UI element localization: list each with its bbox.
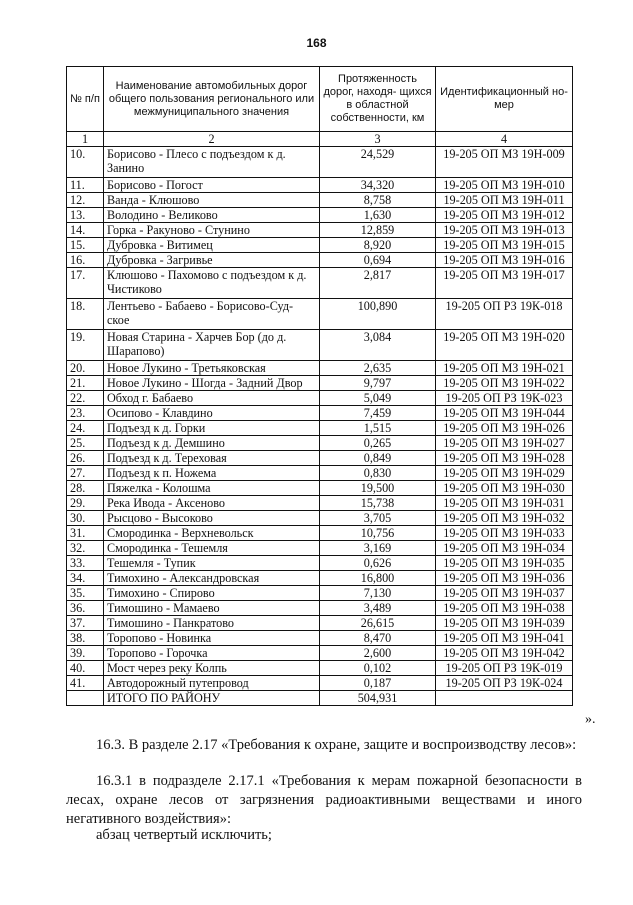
road-length: 0,830	[320, 466, 436, 481]
table-row	[67, 586, 573, 601]
road-name: Новое Лукино - Шогда - Задний Двор	[104, 376, 320, 391]
road-id-code: 19-205 ОП РЗ 19К-024	[436, 676, 573, 691]
road-length: 7,459	[320, 406, 436, 421]
road-name: Тешемля - Тупик	[104, 556, 320, 571]
row-number: 26.	[67, 451, 104, 466]
row-number: 21.	[67, 376, 104, 391]
table-row	[67, 147, 573, 178]
row-number: 22.	[67, 391, 104, 406]
table-row	[67, 208, 573, 223]
road-length: 0,187	[320, 676, 436, 691]
road-id-code: 19-205 ОП МЗ 19Н-041	[436, 631, 573, 646]
road-length: 2,600	[320, 646, 436, 661]
row-number: 33.	[67, 556, 104, 571]
road-name: Володино - Великово	[104, 208, 320, 223]
paragraph-section-16-3-1: 16.3.1 в подразделе 2.17.1 «Требования к мерам пожарной безопасности в лесах, охране лесов от загрязнения радиоактивными веществами и иного негативного воздействия»:	[66, 773, 582, 827]
road-id-code: 19-205 ОП МЗ 19Н-035	[436, 556, 573, 571]
road-name: Тимошино - Мамаево	[104, 601, 320, 616]
road-name: Подъезд к д. Тереховая	[104, 451, 320, 466]
road-id-code: 19-205 ОП МЗ 19Н-016	[436, 253, 573, 268]
road-name: Подъезд к д. Демшино	[104, 436, 320, 451]
road-length: 2,635	[320, 361, 436, 376]
row-number: 36.	[67, 601, 104, 616]
header-name: Наименование автомобильных дорог общего пользования регионального или межмуниципального значения	[104, 67, 320, 132]
road-length: 12,859	[320, 223, 436, 238]
road-id-code: 19-205 ОП МЗ 19Н-021	[436, 361, 573, 376]
row-number: 14.	[67, 223, 104, 238]
road-id-code: 19-205 ОП МЗ 19Н-032	[436, 511, 573, 526]
header-num: № п/п	[67, 67, 104, 132]
row-number: 16.	[67, 253, 104, 268]
table-row	[67, 238, 573, 253]
row-number: 34.	[67, 571, 104, 586]
table-row	[67, 299, 573, 330]
road-id-code: 19-205 ОП МЗ 19Н-028	[436, 451, 573, 466]
row-number: 39.	[67, 646, 104, 661]
row-number: 28.	[67, 481, 104, 496]
table-row	[67, 193, 573, 208]
table-row	[67, 223, 573, 238]
header-length: Протяженность дорог, находя- щихся в областной собственности, км	[320, 67, 436, 132]
row-number: 13.	[67, 208, 104, 223]
total-num	[67, 691, 104, 706]
road-name: Горка - Ракуново - Стунино	[104, 223, 320, 238]
table-row	[67, 421, 573, 436]
table-row	[67, 541, 573, 556]
row-number: 17.	[67, 268, 104, 299]
road-name: Тимошино - Панкратово	[104, 616, 320, 631]
road-id-code: 19-205 ОП МЗ 19Н-033	[436, 526, 573, 541]
table-row	[67, 376, 573, 391]
road-name: Рысцово - Высоково	[104, 511, 320, 526]
table-row	[67, 496, 573, 511]
table-row	[67, 661, 573, 676]
road-length: 16,800	[320, 571, 436, 586]
road-length: 15,738	[320, 496, 436, 511]
road-id-code: 19-205 ОП МЗ 19Н-037	[436, 586, 573, 601]
road-length: 2,817	[320, 268, 436, 299]
road-name: Новое Лукино - Третьяковская	[104, 361, 320, 376]
total-code	[436, 691, 573, 706]
row-number: 24.	[67, 421, 104, 436]
table-row	[67, 253, 573, 268]
table-row	[67, 511, 573, 526]
road-name: Борисово - Погост	[104, 178, 320, 193]
total-length: 504,931	[320, 691, 436, 706]
row-number: 31.	[67, 526, 104, 541]
table-row	[67, 601, 573, 616]
road-name: Подъезд к д. Горки	[104, 421, 320, 436]
road-id-code: 19-205 ОП МЗ 19Н-036	[436, 571, 573, 586]
road-length: 7,130	[320, 586, 436, 601]
road-id-code: 19-205 ОП РЗ 19К-019	[436, 661, 573, 676]
road-length: 0,694	[320, 253, 436, 268]
total-row	[67, 691, 573, 706]
road-length: 0,626	[320, 556, 436, 571]
road-name: Подъезд к п. Ножема	[104, 466, 320, 481]
table-row	[67, 556, 573, 571]
road-name: Новая Старина - Харчев Бор (до д. Шарапово)	[104, 330, 320, 361]
road-length: 8,758	[320, 193, 436, 208]
table-row	[67, 526, 573, 541]
paragraph-section-16-3: 16.3. В разделе 2.17 «Требования к охране, защите и воспроизводству лесов»:	[96, 737, 577, 753]
row-number: 25.	[67, 436, 104, 451]
column-number: 4	[436, 132, 573, 147]
row-number: 41.	[67, 676, 104, 691]
closing-quote: ».	[585, 712, 596, 727]
road-id-code: 19-205 ОП МЗ 19Н-029	[436, 466, 573, 481]
road-length: 0,849	[320, 451, 436, 466]
road-name: Торопово - Новинка	[104, 631, 320, 646]
table-row	[67, 361, 573, 376]
road-name: Автодорожный путепровод	[104, 676, 320, 691]
road-id-code: 19-205 ОП МЗ 19Н-042	[436, 646, 573, 661]
road-name: Река Ивода - Аксеново	[104, 496, 320, 511]
row-number: 30.	[67, 511, 104, 526]
road-id-code: 19-205 ОП МЗ 19Н-022	[436, 376, 573, 391]
road-name: Пяжелка - Колошма	[104, 481, 320, 496]
table-row	[67, 436, 573, 451]
road-name: Смородинка - Верхневольск	[104, 526, 320, 541]
road-name: Борисово - Плесо с подъездом к д. Занино	[104, 147, 320, 178]
table-row	[67, 676, 573, 691]
road-id-code: 19-205 ОП МЗ 19Н-013	[436, 223, 573, 238]
road-length: 100,890	[320, 299, 436, 330]
row-number: 18.	[67, 299, 104, 330]
row-number: 15.	[67, 238, 104, 253]
road-length: 1,630	[320, 208, 436, 223]
road-length: 34,320	[320, 178, 436, 193]
road-length: 5,049	[320, 391, 436, 406]
road-id-code: 19-205 ОП МЗ 19Н-011	[436, 193, 573, 208]
row-number: 11.	[67, 178, 104, 193]
road-id-code: 19-205 ОП МЗ 19Н-012	[436, 208, 573, 223]
table-row	[67, 391, 573, 406]
row-number: 10.	[67, 147, 104, 178]
road-id-code: 19-205 ОП МЗ 19Н-039	[436, 616, 573, 631]
row-number: 37.	[67, 616, 104, 631]
road-id-code: 19-205 ОП РЗ 19К-023	[436, 391, 573, 406]
road-name: Ванда - Клюшово	[104, 193, 320, 208]
road-length: 24,529	[320, 147, 436, 178]
roads-table	[66, 66, 573, 706]
row-number: 19.	[67, 330, 104, 361]
road-id-code: 19-205 ОП МЗ 19Н-031	[436, 496, 573, 511]
road-id-code: 19-205 ОП МЗ 19Н-038	[436, 601, 573, 616]
road-name: Дубровка - Загривье	[104, 253, 320, 268]
road-id-code: 19-205 ОП МЗ 19Н-030	[436, 481, 573, 496]
road-name: Смородинка - Тешемля	[104, 541, 320, 556]
road-length: 10,756	[320, 526, 436, 541]
road-length: 9,797	[320, 376, 436, 391]
page-number: 168	[306, 36, 327, 50]
road-id-code: 19-205 ОП МЗ 19Н-026	[436, 421, 573, 436]
road-length: 3,489	[320, 601, 436, 616]
road-length: 3,705	[320, 511, 436, 526]
road-length: 8,920	[320, 238, 436, 253]
row-number: 32.	[67, 541, 104, 556]
row-number: 35.	[67, 586, 104, 601]
road-id-code: 19-205 ОП РЗ 19К-018	[436, 299, 573, 330]
road-id-code: 19-205 ОП МЗ 19Н-044	[436, 406, 573, 421]
road-name: Торопово - Горочка	[104, 646, 320, 661]
table-row	[67, 451, 573, 466]
road-length: 1,515	[320, 421, 436, 436]
road-name: Осипово - Клавдино	[104, 406, 320, 421]
road-id-code: 19-205 ОП МЗ 19Н-010	[436, 178, 573, 193]
road-name: Дубровка - Витимец	[104, 238, 320, 253]
road-length: 19,500	[320, 481, 436, 496]
table-row	[67, 466, 573, 481]
road-name: Тимохино - Спирово	[104, 586, 320, 601]
road-name: Тимохино - Александровская	[104, 571, 320, 586]
row-number: 27.	[67, 466, 104, 481]
road-id-code: 19-205 ОП МЗ 19Н-027	[436, 436, 573, 451]
table-row	[67, 646, 573, 661]
row-number: 29.	[67, 496, 104, 511]
table-row	[67, 616, 573, 631]
road-id-code: 19-205 ОП МЗ 19Н-017	[436, 268, 573, 299]
road-id-code: 19-205 ОП МЗ 19Н-034	[436, 541, 573, 556]
total-label: ИТОГО ПО РАЙОНУ	[104, 691, 320, 706]
road-name: Мост через реку Колпь	[104, 661, 320, 676]
road-id-code: 19-205 ОП МЗ 19Н-015	[436, 238, 573, 253]
row-number: 12.	[67, 193, 104, 208]
row-number: 40.	[67, 661, 104, 676]
table-row	[67, 178, 573, 193]
table-row	[67, 571, 573, 586]
table-row	[67, 406, 573, 421]
paragraph-delete-fourth: абзац четвертый исключить;	[96, 827, 272, 843]
table-row	[67, 330, 573, 361]
road-length: 0,102	[320, 661, 436, 676]
road-name: Клюшово - Пахомово с подъездом к д. Чистиково	[104, 268, 320, 299]
road-length: 26,615	[320, 616, 436, 631]
column-number: 2	[104, 132, 320, 147]
road-name: Обход г. Бабаево	[104, 391, 320, 406]
table-row	[67, 268, 573, 299]
header-code: Идентификационный но- мер	[436, 67, 573, 132]
road-id-code: 19-205 ОП МЗ 19Н-020	[436, 330, 573, 361]
road-length: 3,084	[320, 330, 436, 361]
road-id-code: 19-205 ОП МЗ 19Н-009	[436, 147, 573, 178]
row-number: 20.	[67, 361, 104, 376]
table-row	[67, 631, 573, 646]
row-number: 38.	[67, 631, 104, 646]
column-number: 1	[67, 132, 104, 147]
road-name: Лентьево - Бабаево - Борисово-Суд- ское	[104, 299, 320, 330]
road-length: 0,265	[320, 436, 436, 451]
row-number: 23.	[67, 406, 104, 421]
column-number: 3	[320, 132, 436, 147]
road-length: 3,169	[320, 541, 436, 556]
road-length: 8,470	[320, 631, 436, 646]
table-row	[67, 481, 573, 496]
